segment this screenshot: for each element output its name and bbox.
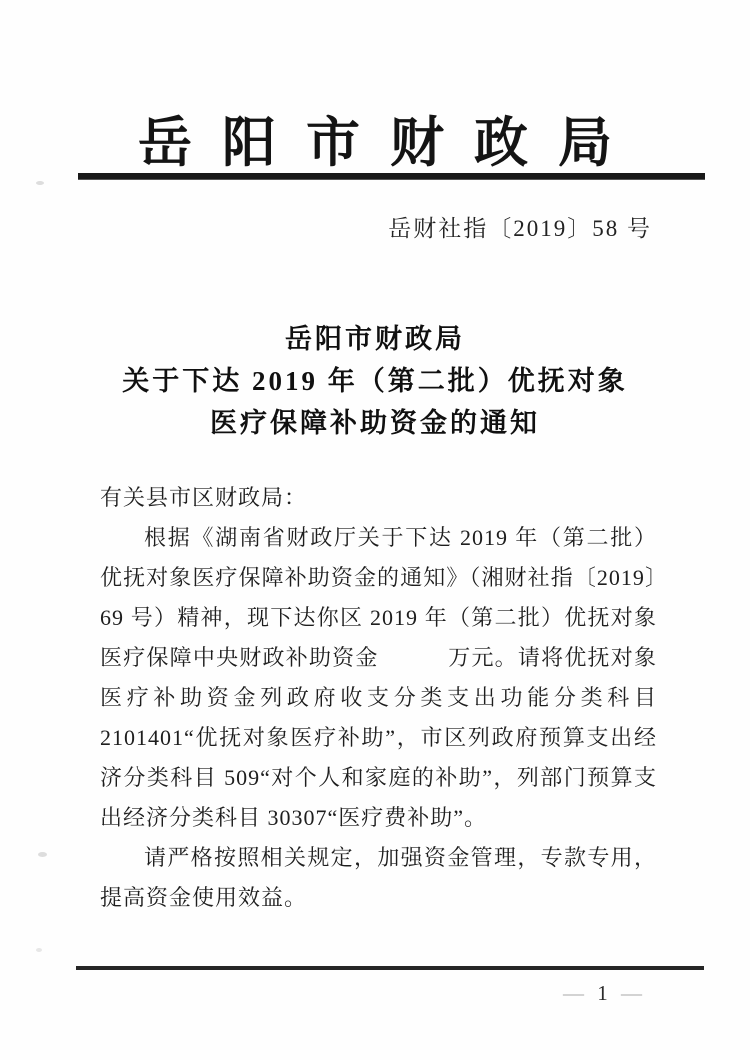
scan-artifact <box>36 181 44 185</box>
document-body <box>100 478 657 918</box>
page-number-dash-right: — <box>621 981 646 1005</box>
page-number <box>563 981 646 1006</box>
title-line-2: 关于下达 2019 年（第二批）优抚对象 <box>122 366 628 396</box>
salutation: 有关县市区财政局： <box>100 485 308 510</box>
document-title <box>0 318 750 444</box>
document-number: 岳财社指〔2019〕58 号 <box>388 216 652 241</box>
page-number-dash-left: — <box>563 981 588 1005</box>
letterhead-agency-name: 岳阳市财政局 <box>138 113 642 173</box>
footer-rule <box>76 966 704 970</box>
scan-artifact <box>38 852 47 857</box>
title-line-3: 医疗保障补助资金的通知 <box>210 408 540 438</box>
title-line-1: 岳阳市财政局 <box>285 324 465 354</box>
letterhead-rule <box>78 173 705 180</box>
page-number-value: 1 <box>597 981 612 1005</box>
body-paragraph-2: 请严格按照相关规定，加强资金管理，专款专用，提高资金使用效益。 <box>100 845 657 910</box>
body-paragraph-1: 根据《湖南省财政厅关于下达 2019 年（第二批）优抚对象医疗保障补助资金的通知》（湘财社指〔2019〕69 号）精神，现下达你区 2019 年（第二批）优抚对象医疗保障中央财政补助资金 万元。请将优抚对象医疗补助资金列政府收支分类支出功能分类科目 2101401“优抚对象医疗补助”，市区列政府预算支出经济分类科目 509“对个人和家庭的补助”，列部门预算支出经济分类科目 30307“医疗费补助”。 <box>100 525 657 830</box>
scan-artifact <box>36 948 42 952</box>
